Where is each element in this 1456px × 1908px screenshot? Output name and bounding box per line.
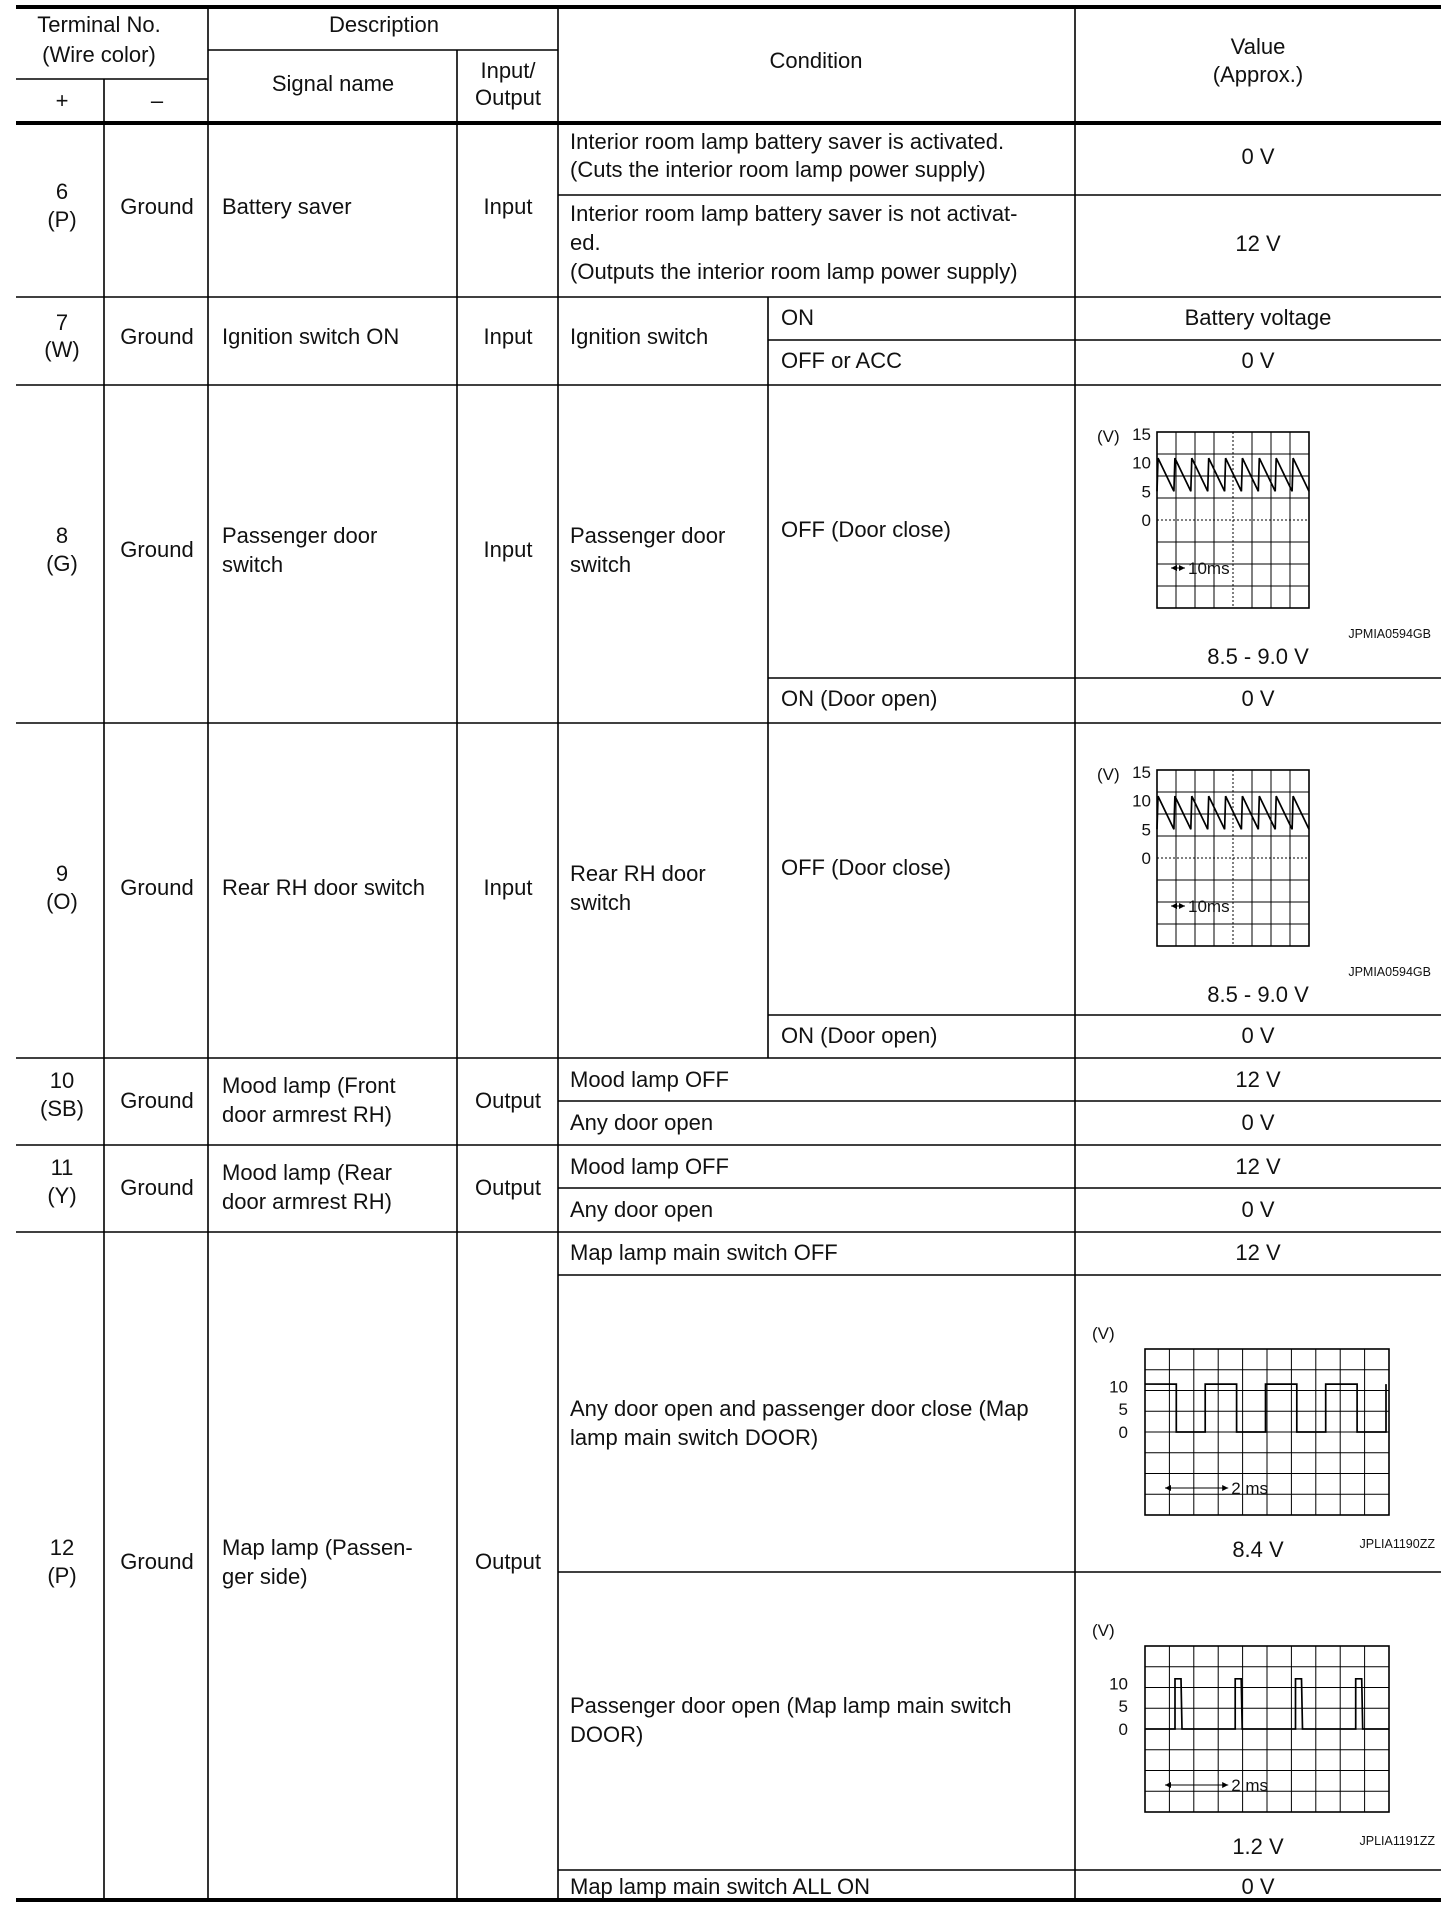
- input-output: Output: [474, 1549, 542, 1574]
- axis-unit: (V): [1092, 1324, 1115, 1343]
- figure-code: JPMIA0594GB: [1348, 965, 1431, 979]
- minus-terminal: Ground: [120, 194, 194, 219]
- signal-name: switch: [222, 552, 284, 577]
- value-text: 8.5 - 9.0 V: [1207, 644, 1309, 669]
- y-tick-label: 10: [1109, 1377, 1128, 1397]
- y-tick-label: 5: [1118, 1400, 1128, 1420]
- figure-code: JPLIA1190ZZ: [1359, 1537, 1435, 1551]
- wire-color: (G): [46, 551, 78, 576]
- condition-text: Any door open: [570, 1197, 714, 1222]
- value-text: 0 V: [1241, 144, 1275, 169]
- signal-waveform: [1157, 796, 1309, 829]
- terminal-number: 6: [55, 179, 69, 204]
- condition-text: Passenger door open (Map lamp main switch: [570, 1693, 1012, 1718]
- minus-terminal: Ground: [120, 875, 194, 900]
- condition-text: (Outputs the interior room lamp power supply): [570, 259, 1018, 284]
- axis-unit: (V): [1097, 427, 1120, 446]
- value-text: 12 V: [1235, 231, 1281, 256]
- minus-terminal: Ground: [120, 1175, 194, 1200]
- sub-condition-text: OFF or ACC: [781, 348, 903, 373]
- condition-text: Interior room lamp battery saver is not activat-: [570, 201, 1018, 226]
- header-condition: Condition: [769, 48, 863, 73]
- signal-name: door armrest RH): [222, 1189, 392, 1214]
- condition-text: switch: [570, 552, 632, 577]
- wire-color: (SB): [40, 1096, 84, 1121]
- wire-color: (Y): [47, 1183, 77, 1208]
- value-text: 12 V: [1235, 1240, 1281, 1265]
- input-output: Input: [483, 875, 533, 900]
- condition-text: lamp main switch DOOR): [570, 1425, 819, 1450]
- wire-color: (P): [47, 1563, 77, 1588]
- condition-text: ed.: [570, 230, 601, 255]
- oscilloscope-graph: [1092, 1324, 1435, 1551]
- wire-color: (W): [44, 337, 80, 362]
- table-header: [37, 12, 1303, 113]
- signal-name: Battery saver: [222, 194, 352, 219]
- value-text: 12 V: [1235, 1154, 1281, 1179]
- time-marker-arrow: [1165, 1782, 1171, 1788]
- table-row: [47, 1240, 1435, 1899]
- y-tick-label: 5: [1118, 1697, 1128, 1717]
- table-row: [44, 305, 1331, 373]
- input-output: Output: [474, 1175, 542, 1200]
- signal-name: ger side): [222, 1564, 308, 1589]
- table-row: [46, 425, 1431, 711]
- y-tick-label: 10: [1109, 1674, 1128, 1694]
- condition-text: Rear RH door: [570, 861, 706, 886]
- table-grid: [16, 7, 1441, 1900]
- signal-name: Rear RH door switch: [222, 875, 425, 900]
- signal-name: Mood lamp (Front: [222, 1073, 396, 1098]
- y-tick-label: 10: [1132, 453, 1151, 473]
- time-marker-arrow: [1222, 1485, 1228, 1491]
- time-marker-arrow: [1179, 903, 1185, 909]
- terminal-number: 7: [55, 310, 69, 335]
- terminal-number: 11: [50, 1155, 74, 1180]
- condition-text: Any door open and passenger door close (Map: [570, 1396, 1029, 1421]
- value-text: 0 V: [1241, 686, 1275, 711]
- time-marker-arrow: [1171, 903, 1177, 909]
- time-marker-arrow: [1179, 565, 1185, 571]
- axis-unit: (V): [1092, 1621, 1115, 1640]
- oscilloscope-graph: [1097, 763, 1431, 979]
- signal-waveform: [1157, 458, 1309, 491]
- oscilloscope-graph: [1097, 425, 1431, 641]
- y-tick-label: 0: [1118, 1720, 1128, 1739]
- y-tick-label: 0: [1141, 511, 1151, 530]
- value-text: 12 V: [1235, 1067, 1281, 1092]
- header-input-output-2: Output: [474, 85, 542, 110]
- input-output: Input: [483, 537, 533, 562]
- sub-condition-text: OFF (Door close): [781, 855, 951, 880]
- signal-name: Map lamp (Passen-: [222, 1535, 413, 1560]
- signal-name: Mood lamp (Rear: [222, 1160, 392, 1185]
- value-text: 0 V: [1241, 1023, 1275, 1048]
- time-marker-arrow: [1165, 1485, 1171, 1491]
- header-plus: +: [55, 88, 69, 113]
- sub-condition-text: ON (Door open): [781, 1023, 938, 1048]
- table-row: [47, 129, 1281, 284]
- figure-code: JPLIA1191ZZ: [1359, 1834, 1435, 1848]
- value-text: 0 V: [1241, 348, 1275, 373]
- header-signal-name: Signal name: [271, 71, 395, 96]
- time-marker-arrow: [1222, 1782, 1228, 1788]
- condition-text: Any door open: [570, 1110, 714, 1135]
- input-output: Output: [474, 1088, 542, 1113]
- terminal-number: 9: [55, 861, 69, 886]
- y-tick-label: 0: [1141, 849, 1151, 868]
- input-output: Input: [483, 194, 533, 219]
- time-scale-label: 2 ms: [1231, 1479, 1269, 1499]
- value-text: 1.2 V: [1232, 1834, 1284, 1859]
- condition-text: switch: [570, 890, 632, 915]
- y-tick-label: 0: [1118, 1423, 1128, 1442]
- y-tick-label: 15: [1132, 763, 1151, 782]
- value-text: Battery voltage: [1184, 305, 1332, 330]
- sub-condition-text: ON: [781, 305, 814, 330]
- figure-code: JPMIA0594GB: [1348, 627, 1431, 641]
- condition-text: (Cuts the interior room lamp power supply): [570, 157, 986, 182]
- header-minus: –: [150, 88, 164, 113]
- header-value: Value: [1230, 34, 1286, 59]
- value-text: 0 V: [1241, 1874, 1275, 1899]
- time-scale-label: 2 ms: [1231, 1776, 1269, 1796]
- header-input-output: Input/: [480, 58, 536, 83]
- header-terminal-no: Terminal No.: [37, 12, 161, 37]
- condition-text: Passenger door: [570, 523, 726, 548]
- value-text: 0 V: [1241, 1110, 1275, 1135]
- oscilloscope-graph: [1092, 1621, 1435, 1848]
- input-output: Input: [483, 324, 533, 349]
- time-marker-arrow: [1171, 565, 1177, 571]
- signal-name: Ignition switch ON: [222, 324, 400, 349]
- condition-text: Ignition switch: [570, 324, 709, 349]
- condition-text: DOOR): [570, 1722, 644, 1747]
- value-text: 8.4 V: [1232, 1537, 1284, 1562]
- condition-text: Map lamp main switch ALL ON: [570, 1874, 870, 1899]
- terminal-number: 12: [49, 1535, 75, 1560]
- axis-unit: (V): [1097, 765, 1120, 784]
- condition-text: Interior room lamp battery saver is activated.: [570, 129, 1005, 154]
- value-text: 0 V: [1241, 1197, 1275, 1222]
- signal-waveform: [1145, 1384, 1386, 1432]
- signal-name: door armrest RH): [222, 1102, 392, 1127]
- header-description: Description: [328, 12, 440, 37]
- sub-condition-text: OFF (Door close): [781, 517, 951, 542]
- time-scale-label: 10ms: [1188, 897, 1230, 916]
- y-tick-label: 5: [1141, 820, 1151, 840]
- minus-terminal: Ground: [120, 1088, 194, 1113]
- header-wire-color: (Wire color): [42, 42, 156, 67]
- minus-terminal: Ground: [120, 324, 194, 349]
- y-tick-label: 15: [1132, 425, 1151, 444]
- time-scale-label: 10ms: [1188, 559, 1230, 578]
- condition-text: Mood lamp OFF: [570, 1067, 729, 1092]
- wire-color: (O): [46, 889, 78, 914]
- signal-name: Passenger door: [222, 523, 378, 548]
- condition-text: Map lamp main switch OFF: [570, 1240, 838, 1265]
- wire-color: (P): [47, 207, 77, 232]
- condition-text: Mood lamp OFF: [570, 1154, 729, 1179]
- minus-terminal: Ground: [120, 1549, 194, 1574]
- y-tick-label: 5: [1141, 482, 1151, 502]
- terminal-number: 8: [55, 523, 69, 548]
- minus-terminal: Ground: [120, 537, 194, 562]
- table-row: [46, 763, 1431, 1048]
- value-text: 8.5 - 9.0 V: [1207, 982, 1309, 1007]
- sub-condition-text: ON (Door open): [781, 686, 938, 711]
- y-tick-label: 10: [1132, 791, 1151, 811]
- terminal-number: 10: [49, 1068, 75, 1093]
- header-value-approx: (Approx.): [1212, 62, 1304, 87]
